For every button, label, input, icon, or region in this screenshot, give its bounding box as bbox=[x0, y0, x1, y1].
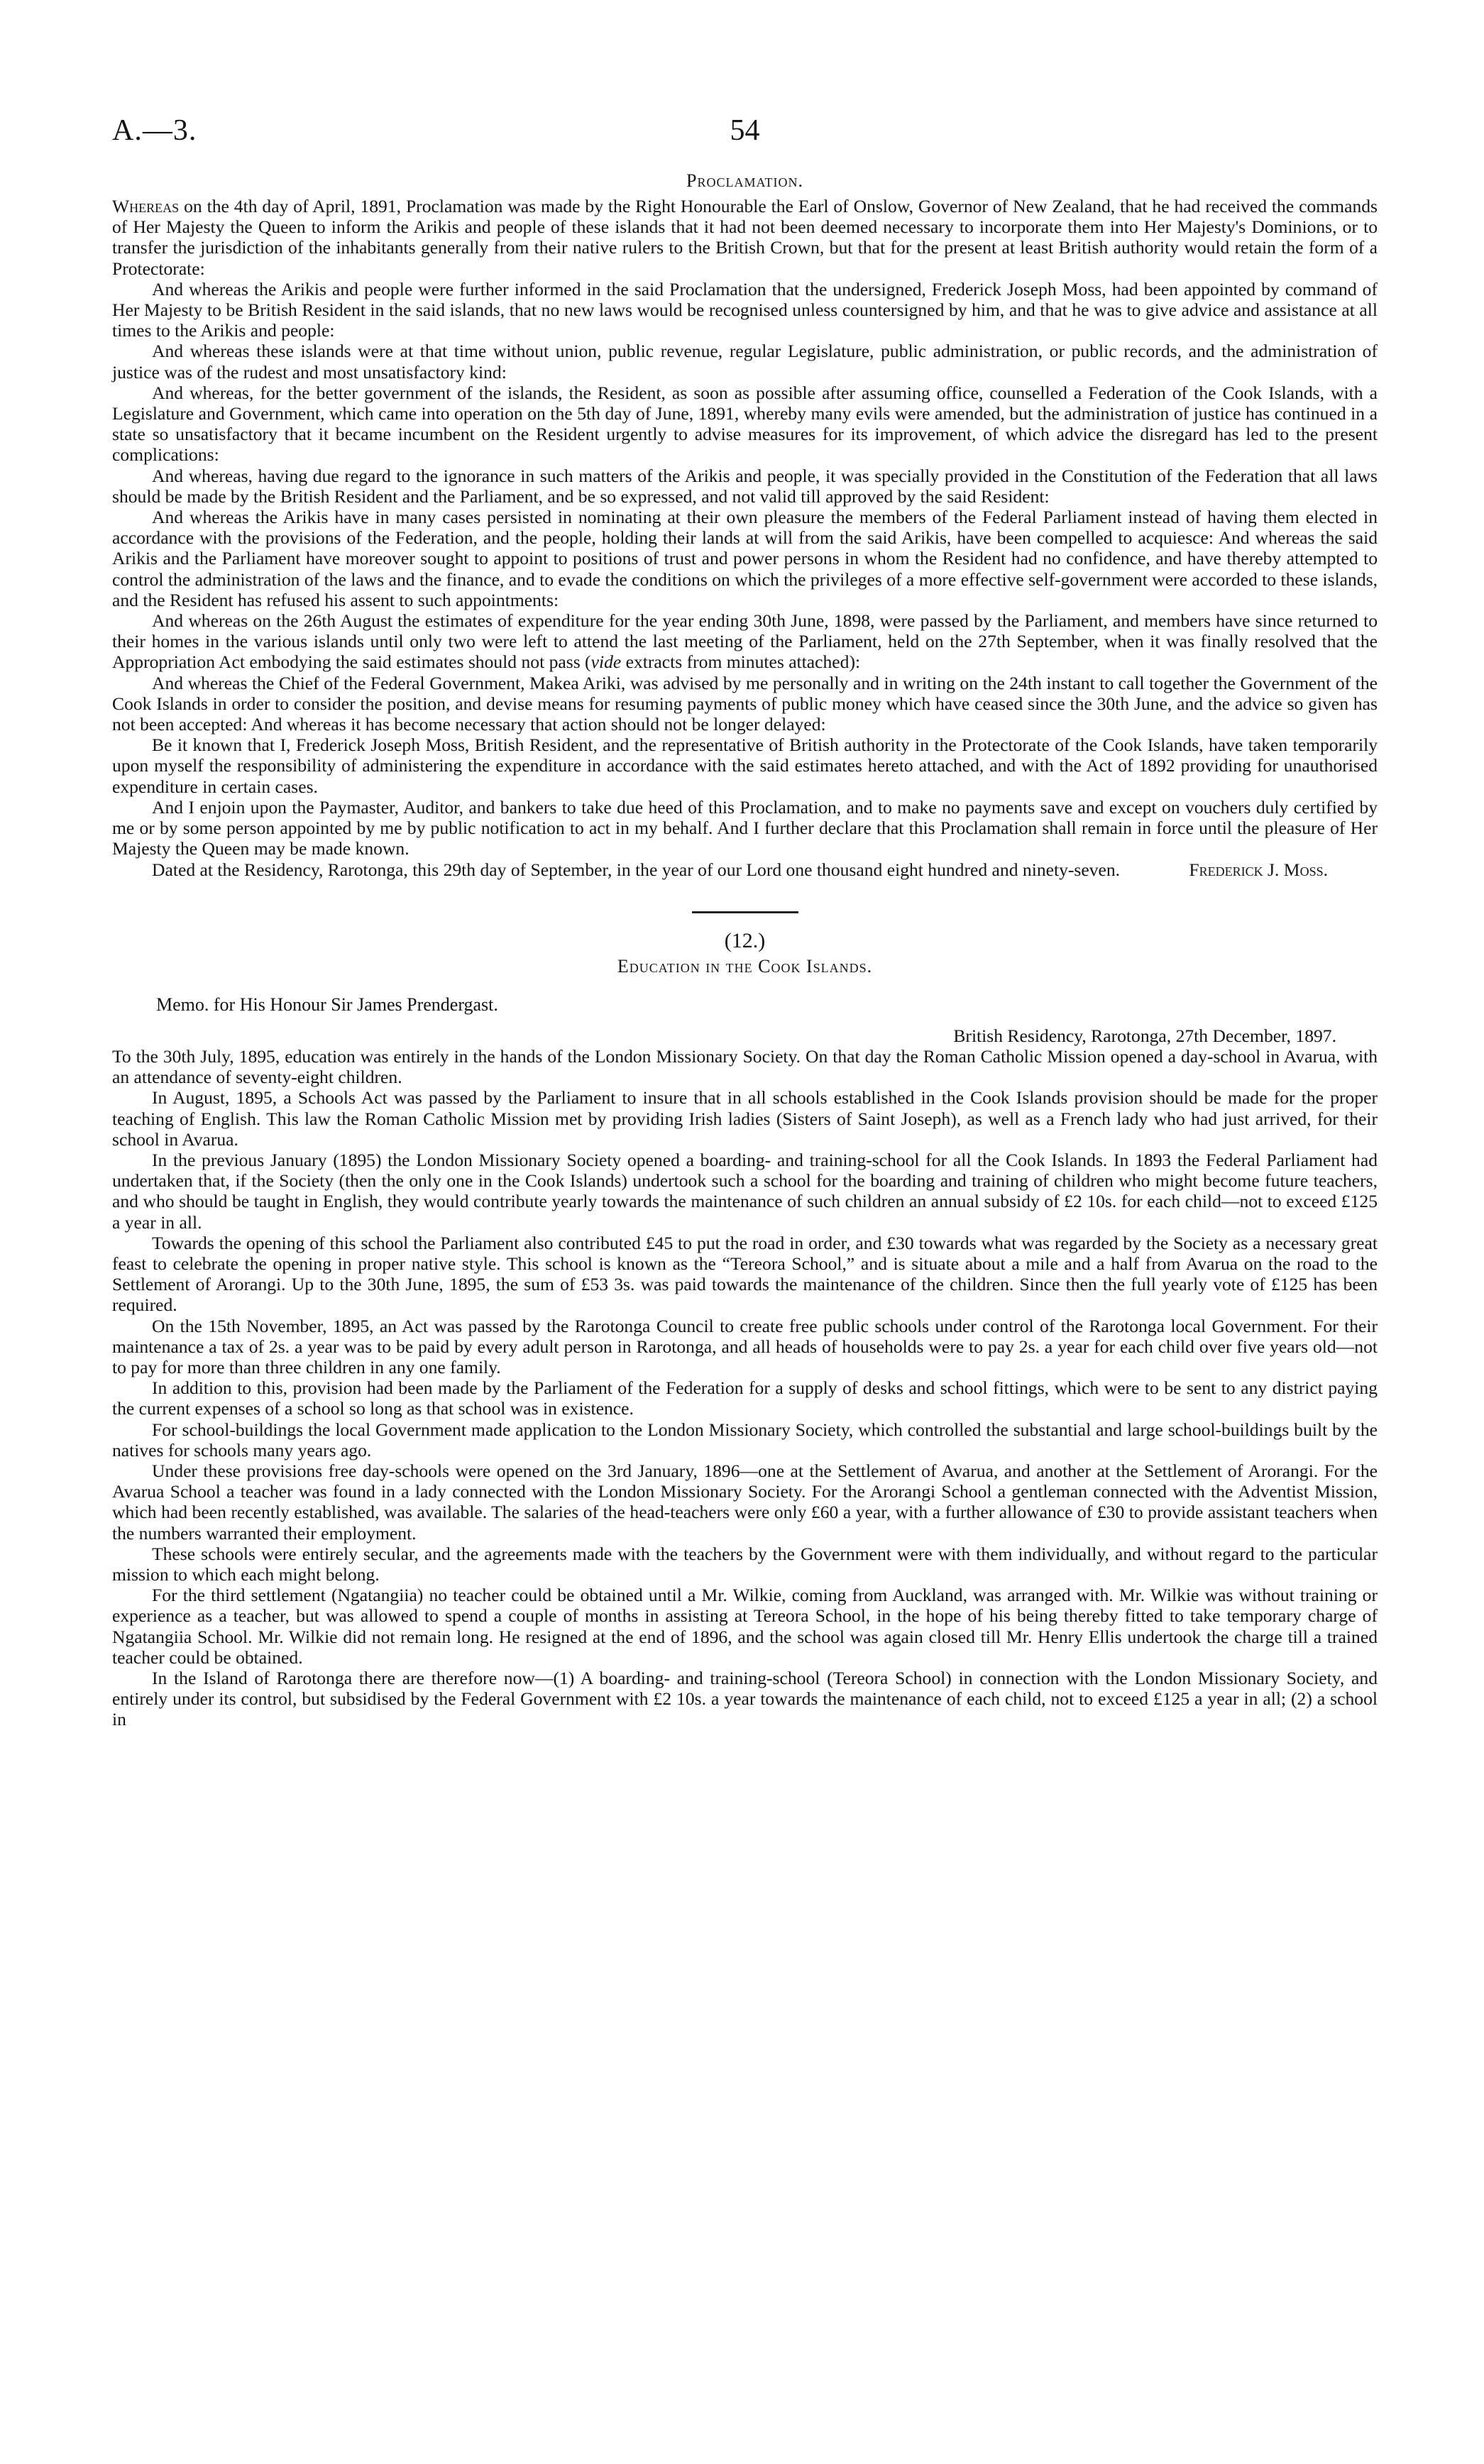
section-number: (12.) bbox=[724, 928, 766, 952]
education-paragraph-7: For school-buildings the local Government made application to the London Missionary Society, which controlled the substantial and large school-buildings built by the natives for schools many years ago. bbox=[112, 1419, 1378, 1461]
section-title: Education in the Cook Islands. bbox=[617, 955, 873, 977]
document-reference: A.—3. bbox=[112, 114, 197, 147]
proclamation-paragraph-7 bbox=[112, 610, 1378, 673]
paragraph-text: And whereas on the 26th August the estimates of expenditure for the year ending 30th June, 1898, were passed by the Parliament, and members have since returned to their homes in the various islands until only two were left to attend the last meeting of the Parliament, held on the 27th September, when it was finally resolved that the Appropriation Act embodying the said estimates should not pass ( bbox=[112, 610, 1378, 673]
education-paragraph-5: On the 15th November, 1895, an Act was passed by the Rarotonga Council to create free public schools under control of the Rarotonga local Government. For their maintenance a tax of 2s. a year was to be paid by every adult person in Rarotonga, and all heads of households were to pay 2s. a year for each child over five years old—not to pay for more than three children in any one family. bbox=[112, 1315, 1378, 1377]
proclamation-paragraph-9: Be it known that I, Frederick Joseph Moss, British Resident, and the representative of British authority in the Protectorate of the Cook Islands, have taken temporarily upon myself the responsibility of administering the expenditure in accordance with the said estimates hereto attached, and with the Act of 1892 providing for unauthorised expenditure in certain cases. bbox=[112, 735, 1378, 797]
proclamation-paragraph-1 bbox=[112, 196, 1378, 279]
signature: Frederick J. Moss. bbox=[1189, 859, 1328, 880]
education-paragraph-1: To the 30th July, 1895, education was entirely in the hands of the London Missionary Society. On that day the Roman Catholic Mission opened a day-school in Avarua, with an attendance of seventy-eight children. bbox=[112, 1045, 1378, 1088]
proclamation-paragraph-2: And whereas the Arikis and people were further informed in the said Proclamation that the undersigned, Frederick Joseph Moss, had been appointed by command of Her Majesty to be British Resident in the said islands, that no new laws would be recognised unless countersigned by him, and that he was to give advice and assistance at all times to the Arikis and people: bbox=[112, 278, 1378, 341]
proclamation-title: Proclamation. bbox=[686, 170, 803, 191]
lead-word: Whereas bbox=[112, 196, 180, 216]
education-paragraph-11: In the Island of Rarotonga there are therefore now—(1) A boarding- and training-school (Tereora School) in connection with the London Missionary Society, and entirely under its control, but subsidised by the Federal Government with £2 10s. a year towards the maintenance of each child, not to exceed £125 a year in all; (2) a school in bbox=[112, 1668, 1378, 1730]
paragraph-text: on the 4th day of April, 1891, Proclamation was made by the Right Honourable the Earl of Onslow, Governor of New Zealand, that he had received the commands of Her Majesty the Queen to inform the Arikis and people of these islands that it had not been deemed necessary to incorporate them into Her Majesty's Dominions, or to transfer the jurisdiction of the inhabitants generally from their native rulers to the British Crown, but that for the present at least British authority would retain the form of a Protectorate: bbox=[112, 196, 1378, 279]
memo-dateline: British Residency, Rarotonga, 27th December, 1897. bbox=[953, 1025, 1336, 1046]
proclamation-paragraph-3: And whereas these islands were at that time without union, public revenue, regular Legislature, public administration, or public records, and the administration of justice was of the rudest and most unsatisfactory kind: bbox=[112, 341, 1378, 383]
proclamation-paragraph-5: And whereas, having due regard to the ignorance in such matters of the Arikis and people, it was specially provided in the Constitution of the Federation that all laws should be made by the British Resident and the Parliament, and be so expressed, and not valid till approved by the said Resident: bbox=[112, 465, 1378, 507]
page-header bbox=[112, 0, 1378, 170]
education-paragraph-4: Towards the opening of this school the Parliament also contributed £45 to put the road in order, and £30 towards what was regarded by the Society as a necessary great feast to celebrate the opening in proper native style. This school is known as the “Tereora School,” and is situate about a mile and a half from Avarua on the road to the Settlement of Arorangi. Up to the 30th June, 1895, the sum of £53 3s. was paid towards the maintenance of the children. Since then the full yearly vote of £125 has been required. bbox=[112, 1232, 1378, 1316]
section-divider bbox=[692, 911, 798, 913]
education-paragraph-2: In August, 1895, a Schools Act was passed by the Parliament to insure that in all schools established in the Cook Islands provision should be made for the proper teaching of English. This law the Roman Catholic Mission met by providing Irish ladies (Sisters of Saint Joseph), as well as a French lady who had just arrived, for their school in Avarua. bbox=[112, 1087, 1378, 1150]
page-number: 54 bbox=[730, 114, 760, 147]
memo-addressee: Memo. for His Honour Sir James Prendergast. bbox=[156, 994, 498, 1015]
proclamation-section bbox=[112, 170, 1378, 880]
proclamation-paragraph-6: And whereas the Arikis have in many cases persisted in nominating at their own pleasure the members of the Federal Parliament instead of having them elected in accordance with the provisions of the Federation, and the people, holding their lands at will from the said Arikis, have been compelled to acquiesce: And whereas the said Arikis and the Parliament have moreover sought to appoint to positions of trust and power persons in whom the Resident had no confidence, and have thereby attempted to control the administration of the laws and the finance, and to evade the conditions on which the privileges of a more effective self-government were accorded to these islands, and the Resident has refused his assent to such appointments: bbox=[112, 507, 1378, 610]
paragraph-text: extracts from minutes attached): bbox=[621, 651, 861, 673]
proclamation-dated: Dated at the Residency, Rarotonga, this 29th day of September, in the year of our Lord one thousand eight hundred and ninety-seven. bbox=[152, 859, 1121, 880]
education-paragraph-6: In addition to this, provision had been made by the Parliament of the Federation for a supply of desks and school fittings, which were to be sent to any district paying the current expenses of a school so long as that school was in existence. bbox=[112, 1377, 1378, 1419]
proclamation-paragraph-10: And I enjoin upon the Paymaster, Auditor, and bankers to take due heed of this Proclamation, and to make no payments save and except on vouchers duly certified by me or by some person appointed by me by public notification to act in my behalf. And I further declare that this Proclamation shall remain in force until the pleasure of Her Majesty the Queen may be made known. bbox=[112, 796, 1378, 859]
proclamation-paragraph-4: And whereas, for the better government of the islands, the Resident, as soon as possible after assuming office, counselled a Federation of the Cook Islands, with a Legislature and Government, which came into operation on the 5th day of June, 1891, whereby many evils were amended, but the administration of justice has continued in a state so unsatisfactory that it became incumbent on the Resident urgently to advise measures for its improvement, of which advice the disregard has led to the present complications: bbox=[112, 382, 1378, 466]
education-paragraph-8: Under these provisions free day-schools were opened on the 3rd January, 1896—one at the Settlement of Avarua, and another at the Settlement of Arorangi. For the Avarua School a teacher was found in a lady connected with the London Missionary Society. For the Arorangi School a gentleman connected with the Adventist Mission, which had been recently established, was available. The salaries of the head-teachers were only £60 a year, with a further allowance of £30 to provide assistant teachers when the numbers warranted their employment. bbox=[112, 1460, 1378, 1544]
italic-term: vide bbox=[590, 651, 622, 673]
education-section bbox=[112, 929, 1378, 1730]
education-paragraph-10: For the third settlement (Ngatangiia) no teacher could be obtained until a Mr. Wilkie, coming from Auckland, was arranged with. Mr. Wilkie was without training or experience as a teacher, but was allowed to spend a couple of months in assisting at Tereora School, in the hope of his being thereby fitted to take temporary charge of Ngatangiia School. Mr. Wilkie did not remain long. He resigned at the end of 1896, and the school was again closed till Mr. Henry Ellis undertook the charge till a trained teacher could be obtained. bbox=[112, 1585, 1378, 1668]
proclamation-paragraph-8: And whereas the Chief of the Federal Government, Makea Ariki, was advised by me personally and in writing on the 24th instant to call together the Government of the Cook Islands in order to consider the position, and devise means for resuming payments of public money which have ceased since the 30th June, and the advice so given has not been accepted: And whereas it has become necessary that action should not be longer delayed: bbox=[112, 672, 1378, 735]
education-paragraph-3: In the previous January (1895) the London Missionary Society opened a boarding- and training-school for all the Cook Islands. In 1893 the Federal Parliament had undertaken that, if the Society (then the only one in the Cook Islands) undertook such a school for the boarding and training of children who might become future teachers, and who should be taught in English, they would contribute yearly towards the maintenance of such children an annual subsidy of £2 10s. for each child—not to exceed £125 a year in all. bbox=[112, 1149, 1378, 1233]
education-paragraph-9: These schools were entirely secular, and the agreements made with the teachers by the Government were with them individually, and without regard to the particular mission to which each might belong. bbox=[112, 1543, 1378, 1585]
